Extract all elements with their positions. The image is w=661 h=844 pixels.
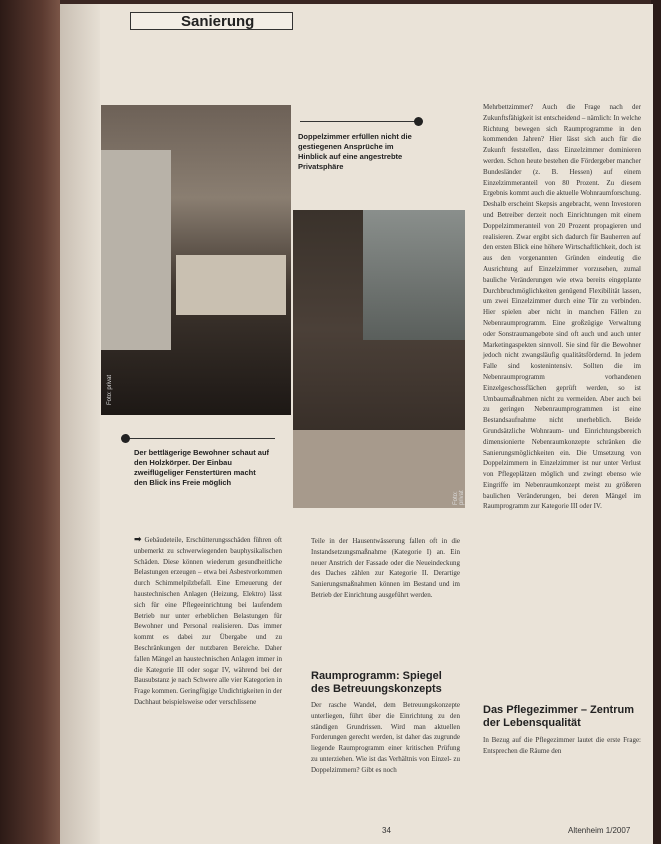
photo-patient-view	[293, 210, 465, 508]
section-header: Sanierung	[130, 12, 293, 30]
caption-leader-line	[125, 438, 275, 439]
caption-marker-dot	[121, 434, 130, 443]
body-text: In Bezug auf die Pflegezimmer lautet die erste Frage: Entsprechen die Räume den	[483, 736, 641, 755]
photo-bed	[176, 255, 286, 315]
photo-double-room	[101, 105, 291, 415]
page-number: 34	[382, 826, 391, 835]
subheading-raumprogramm: Raumprogramm: Spiegel des Betreuungskonzepts	[311, 670, 442, 695]
photo-floor	[293, 430, 465, 508]
body-column-right-lower	[483, 735, 641, 757]
magazine-footer: Altenheim 1/2007	[568, 826, 631, 835]
body-column-middle	[311, 536, 460, 601]
body-text: Gebäudeteile, Erschütterungsschäden führen oft unbemerkt zu schwerwiegenden bauphysikalischen Schäden. Diese können wiederum gesundheitliche Belastungen erzeugen – etwa bei Asbestvorkommen durch Schimmelpilzbefall. Eine Erneuerung der haustechnischen Anlagen (Heizung, Elektro) lässt sich für eine Pflegeeinrichtung bei laufendem Betrieb nur unter erheblichen Belastungen für Bewohner und Personal realisieren. Das immer kommt es dabei zur Übergabe und zu Beschränkungen der nutzbaren Bereiche. Daher fallen Mängel an haustechnischen Anlagen immer in die Kategorie III oder sogar IV, während bei der Bausubstanz je nach Schwere alle vier Kategorien in Frage kommen. Geringfügige Undichtigkeiten in der Dachhaut beispielsweise oder verschlissene	[134, 536, 282, 706]
body-text: Der rasche Wandel, dem Betreuungskonzepte unterliegen, führt über die Einrichtung zu den ständigen Grundrissen. Wird man aktuellen Forderungen gerecht werden, ist daher das zugrunde liegende Raumprogramm einer kritischen Prüfung zu unterziehen. Wie ist das Verhältnis von Einzel- zu Doppelzimmern? Gibt es noch	[311, 701, 460, 774]
photo-caption-bottom: Der bettlägerige Bewohner schaut auf den Holzkörper. Der Einbau zweiflügeliger Fenstertüren macht den Blick ins Freie möglich	[134, 448, 270, 487]
body-text: Teile in der Hausentwässerung fallen oft in die Instandsetzungsmaßnahme (Kategorie I) an. Ein neuer Anstrich der Fassade oder die Neueindeckung des Daches zählen zur Kategorie II. Derartige Sanierungsmaßnahmen können im Bestand und im Betrieb der Einrichtung ausgeführt werden.	[311, 537, 460, 599]
continued-arrow-icon: ➡	[134, 535, 142, 545]
photo-credit: Foto: privat	[453, 490, 465, 505]
caption-leader-line	[300, 121, 415, 122]
body-column-right	[483, 102, 641, 512]
book-edge-left	[0, 0, 60, 844]
body-column-left	[134, 535, 282, 708]
page-binding-shadow	[60, 4, 100, 844]
caption-marker-dot	[414, 117, 423, 126]
subheading-pflegezimmer: Das Pflegezimmer – Zentrum der Lebensqualität	[483, 704, 634, 729]
photo-window-view	[363, 210, 465, 340]
photo-credit: Foto: privat	[107, 374, 113, 405]
photo-caption-top: Doppelzimmer erfüllen nicht die gestiegenen Ansprüche im Hinblick auf eine angestrebte Privatsphäre	[298, 132, 412, 171]
body-column-middle-lower	[311, 700, 460, 776]
body-text: Mehrbettzimmer? Auch die Frage nach der Zukunftsfähigkeit ist entscheidend – nämlich: In welche Richtung bewegen sich Raumprogramme in den kommenden Jahren? Hier lässt sich auch für die Zukunft feststellen, dass Einzelzimmer dominieren werden. Schon heute bestehen die Fördergeber mancher Bundesländer (z. B. Hessen) auf einem Einzelzimmeranteil von 80 Prozent. Zu diesem Ergebnis kommt auch die aktuelle Wohnraumforschung. Deshalb erscheint Skepsis angebracht, wenn Investoren und Betreiber derzeit noch Einrichtungen mit einem Doppelzimmeranteil von 20 Prozent propagieren und realisieren. Zwar ergibt sich dadurch für Bauherren auf den ersten Blick eine höhere Wirtschaftlichkeit, doch ist aus den vorgenannten Gründen eindeutig die Ausrichtung auf Einzelzimmer vorzusehen, zumal bauliche Veränderungen wie etwa bereits eingeplante Durchbruchmöglichkeiten genügend Flexibilität lassen, um zwei Einzelzimmer durch eine Tür zu verbinden. Hier spielen aber nicht in manchen Fällen zu Nebenraumprogramm. Eine großzügige Verwaltung oder Sonstraumangebote sind oft auch und auch unter Marketingaspekten sinnvoll. Sie sind für die Bewohner jedoch nicht zwangsläufig qualitätsfördernd. In jedem Falle sind kostenintensiv. Sollten die im Nebenraumprogramm vorhandenen Einzelgeschossflächen geprüft werden, so ist Umbaumaßnahmen nicht zu vermeiden. Aber auch bei zu geringen Nebenraumprogrammen ist eine Bestandsaufnahme nicht unerheblich. Beide Grundsätzliche Wohnraum- und Einrichtungsbereich dimensionierte Nebenraumkonzepte schränken die Sanierungsmöglichkeiten ein. Die Umsetzung von Doppelzimmern in Einzelzimmer ist nur unter Verlust von Pflegeplätzen möglich und zwingt ebenso wie Eingriffe im Nebenraumkonzept meist zu größeren baulichen Veränderungen, bei deren Mängel im Raumprogramm zur Kategorie III oder IV.	[483, 103, 641, 511]
photo-window-area	[101, 150, 171, 350]
